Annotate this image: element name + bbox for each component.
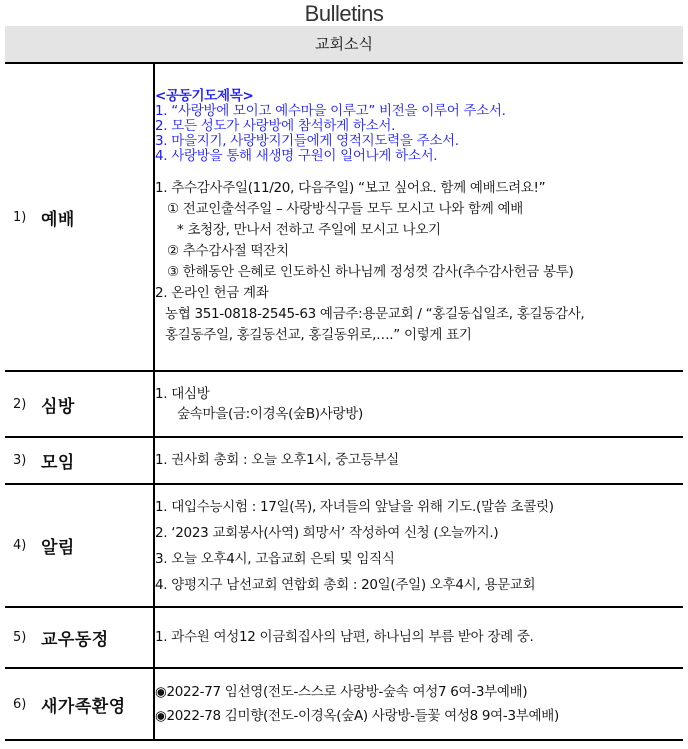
prayer-item: 3. 마을지기, 사랑방지기들에게 영적지도력을 주소서. — [155, 132, 459, 149]
bulletin-row-notices — [5, 484, 683, 607]
category-number: 3) — [13, 453, 27, 468]
prayer-item: 1. “사랑방에 모이고 예수마을 이루고” 비전을 이루어 주소서. — [155, 102, 506, 119]
content-line: 1. 추수감사주일(11/20, 다음주일) “보고 싶어요. 함께 예배드려요!” — [155, 179, 546, 196]
bulletin-table — [5, 64, 683, 741]
category-label: 모임 — [41, 453, 75, 473]
content-line: ◉2022-77 임선영(전도-스스로 사랑방-숲속 여성7 6여-3부예배) — [155, 684, 528, 700]
content-line: 3. 오늘 오후4시, 고읍교회 은퇴 및 임직식 — [155, 550, 395, 567]
content-cell — [154, 64, 683, 371]
category-label: 예배 — [41, 209, 75, 230]
content-line: 숲속마을(금:이경옥(숲B)사랑방) — [177, 406, 363, 422]
content-line: 홍길동주일, 홍길동선교, 홍길동위로,….” 이렇게 표기 — [165, 326, 472, 343]
content-cell — [154, 371, 683, 437]
category-cell — [5, 668, 154, 740]
page-title: Bulletins — [304, 1, 384, 26]
prayer-title: <공동기도제목> — [155, 87, 254, 104]
bulletin-row-worship — [5, 64, 683, 371]
content-cell — [154, 437, 683, 484]
prayer-item: 2. 모든 성도가 사랑방에 참석하게 하소서. — [155, 117, 396, 134]
category-label: 알림 — [41, 538, 75, 558]
bulletin-row-member-news — [5, 607, 683, 668]
content-line: 1. 대입수능시험 : 17일(목), 자녀들의 앞날을 위해 기도.(말씀 초콜릿) — [155, 498, 554, 515]
content-line: 1. 과수원 여성12 이금희집사의 남편, 하나님의 부름 받아 장례 중. — [155, 629, 534, 645]
bulletin-row-meetings — [5, 437, 683, 484]
category-label: 새가족환영 — [41, 696, 126, 717]
section-header: 교회소식 — [5, 26, 683, 64]
content-line: * 초청장, 만나서 전하고 주일에 모시고 나오기 — [177, 221, 441, 238]
category-cell — [5, 64, 154, 371]
category-number: 1) — [13, 209, 27, 225]
content-line: 1. 권사회 총회 : 오늘 오후1시, 중고등부실 — [155, 452, 399, 468]
category-label: 심방 — [41, 396, 75, 417]
content-cell — [154, 484, 683, 607]
content-line: ◉2022-78 김미향(전도-이경옥(숲A) 사랑방-들꽃 여성8 9여-3부예배) — [155, 708, 559, 724]
content-line: 2. ‘2023 교회봉사(사역) 희망서’ 작성하여 신청 (오늘까지.) — [155, 524, 499, 541]
category-cell — [5, 607, 154, 668]
category-number: 2) — [13, 396, 27, 412]
category-cell — [5, 437, 154, 484]
category-number: 6) — [13, 696, 27, 712]
content-line: ① 전교인출석주일 – 사랑방식구들 모두 모시고 나와 함께 예배 — [167, 200, 523, 217]
category-cell — [5, 371, 154, 437]
category-label: 교우동정 — [41, 630, 109, 650]
content-line: 4. 양평지구 남선교회 연합회 총회 : 20일(주일) 오후4시, 용문교회 — [155, 576, 536, 593]
prayer-item: 4. 사랑방을 통해 새생명 구원이 일어나게 하소서. — [155, 147, 438, 164]
content-line: ③ 한해동안 은혜로 인도하신 하나님께 정성껏 감사(추수감사헌금 봉투) — [167, 263, 574, 280]
content-cell — [154, 607, 683, 668]
content-line: ② 추수감사절 떡잔치 — [167, 242, 289, 259]
category-number: 5) — [13, 630, 27, 645]
content-line: 2. 온라인 헌금 계좌 — [155, 284, 269, 301]
content-cell — [154, 668, 683, 740]
content-line: 1. 대심방 — [155, 386, 210, 402]
bulletin-row-new-family — [5, 668, 683, 740]
content-line: 농협 351-0818-2545-63 예금주:용문교회 / “홍길동십일조, 홍길동감사, — [165, 305, 585, 322]
prayer-topics — [155, 89, 683, 164]
category-number: 4) — [13, 538, 27, 553]
bulletin-row-visitation — [5, 371, 683, 437]
category-cell — [5, 484, 154, 607]
